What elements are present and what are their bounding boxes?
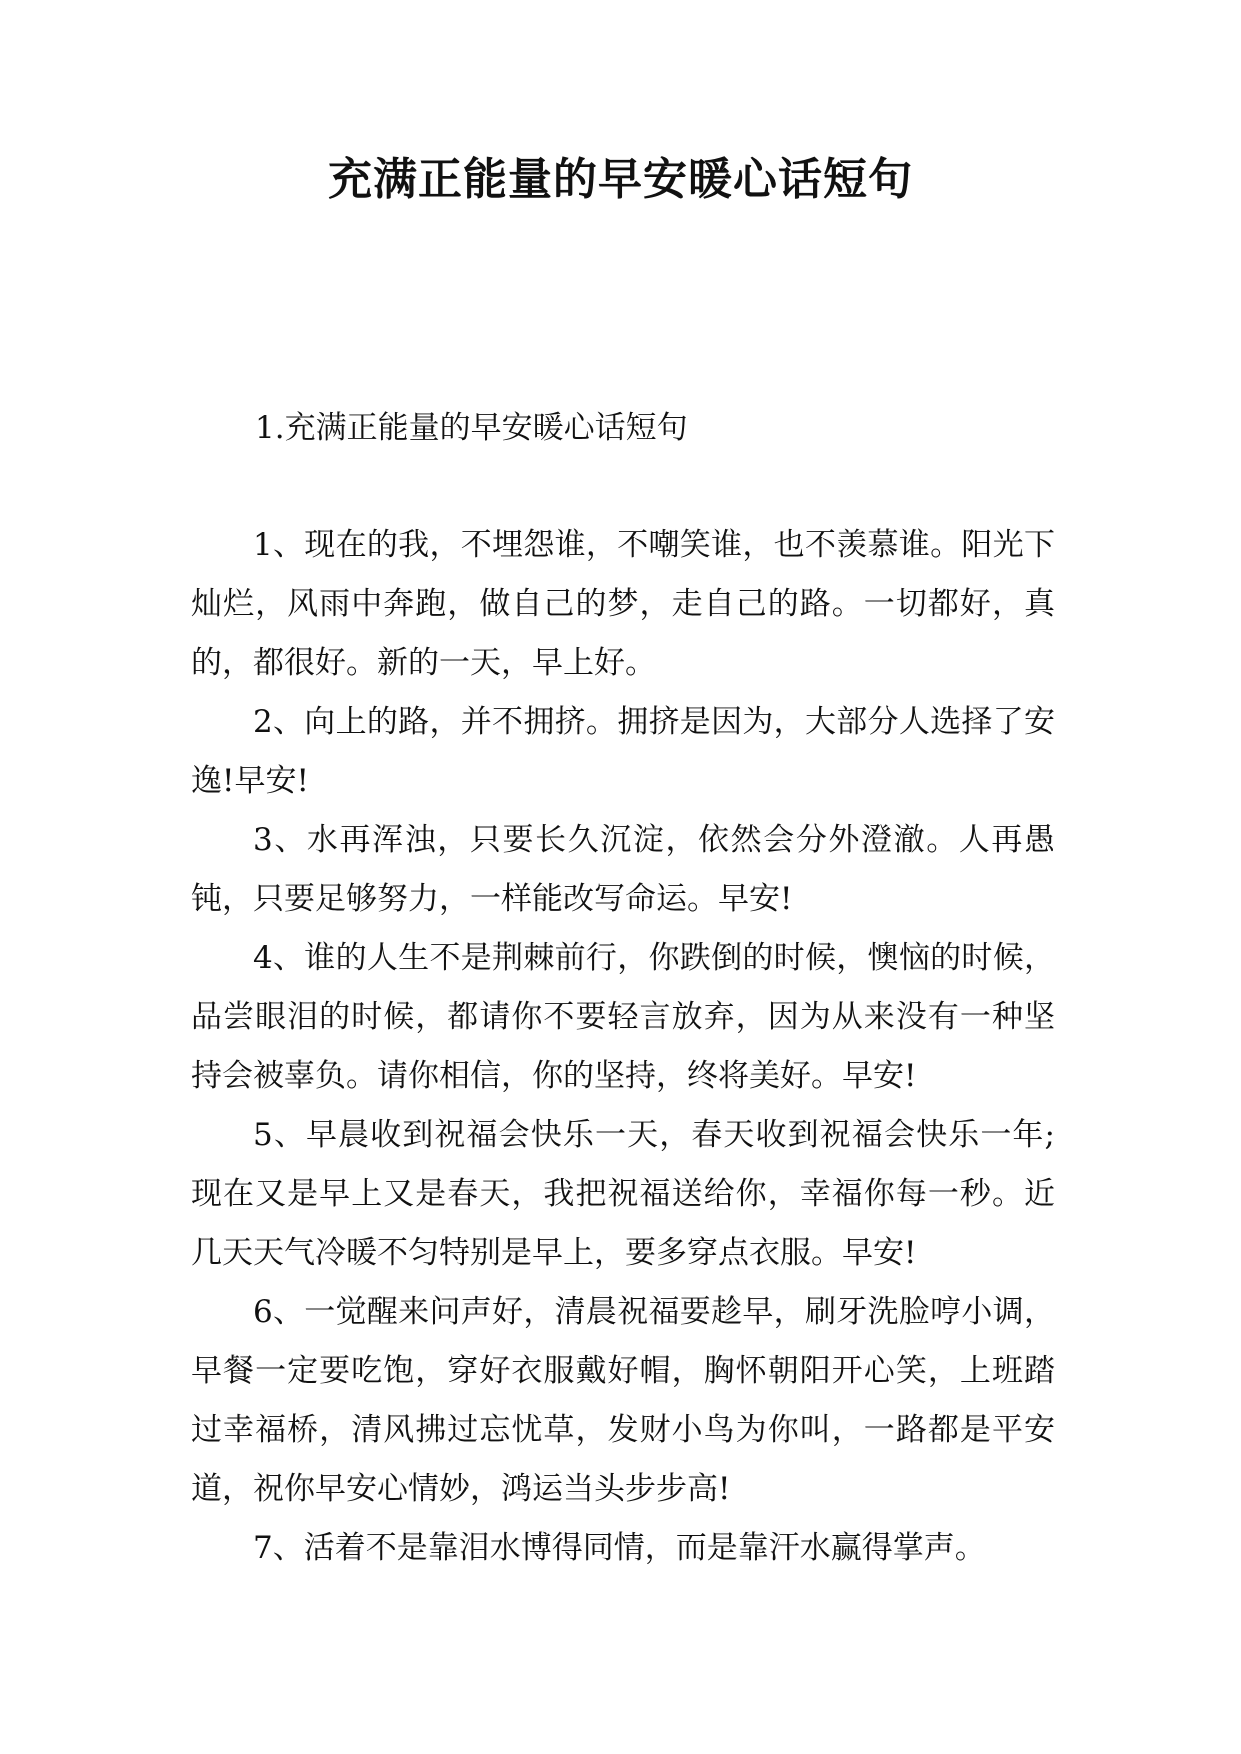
paragraph-3: 3、水再浑浊，只要长久沉淀，依然会分外澄澈。人再愚钝，只要足够努力，一样能改写命运。早安! — [191, 822, 1055, 917]
paragraph-4: 4、谁的人生不是荆棘前行，你跌倒的时候，懊恼的时候，品尝眼泪的时候，都请你不要轻言放弃，因为从来没有一种坚持会被辜负。请你相信，你的坚持，终将美好。早安! — [191, 940, 1055, 1094]
paragraph-1: 1、现在的我，不埋怨谁，不嘲笑谁，也不羡慕谁。阳光下灿烂，风雨中奔跑，做自己的梦，走自己的路。一切都好，真的，都很好。新的一天，早上好。 — [191, 527, 1055, 681]
document-title: 充满正能量的早安暖心话短句 — [328, 154, 913, 205]
document-body — [191, 516, 1055, 1578]
paragraph-6: 6、一觉醒来问声好，清晨祝福要趁早，刷牙洗脸哼小调，早餐一定要吃饱，穿好衣服戴好帽，胸怀朝阳开心笑，上班踏过幸福桥，清风拂过忘忧草，发财小鸟为你叫，一路都是平安道，祝你早安心情妙，鸿运当头步步高! — [191, 1294, 1055, 1507]
paragraph-2: 2、向上的路，并不拥挤。拥挤是因为，大部分人选择了安逸!早安! — [191, 704, 1055, 799]
paragraph-7: 7、活着不是靠泪水博得同情，而是靠汗水赢得掌声。 — [253, 1530, 986, 1566]
section-heading: 1.充满正能量的早安暖心话短句 — [255, 410, 688, 446]
paragraph-5: 5、早晨收到祝福会快乐一天，春天收到祝福会快乐一年;现在又是早上又是春天，我把祝福送给你，幸福你每一秒。近几天天气冷暖不匀特别是早上，要多穿点衣服。早安! — [191, 1117, 1055, 1271]
